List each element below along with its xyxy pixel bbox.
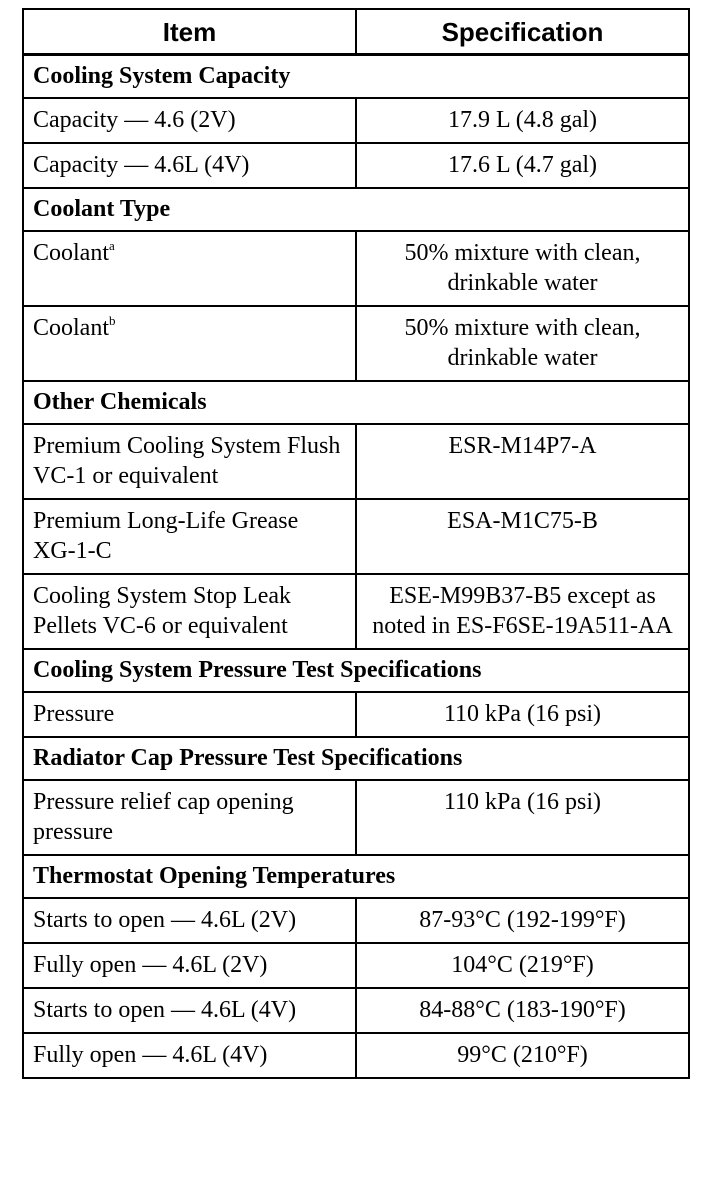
item-cell: [23, 306, 356, 381]
specification-cell: 50% mixture with clean, drinkable water: [356, 306, 689, 381]
section-row: [23, 188, 689, 231]
item-cell: [23, 98, 356, 143]
section-row: [23, 55, 689, 99]
table-row: [23, 499, 689, 574]
table-row: [23, 574, 689, 649]
specification-table: [22, 8, 690, 1079]
specification-cell: ESR-M14P7-A: [356, 424, 689, 499]
header-specification: Specification: [356, 9, 689, 55]
section-row: [23, 855, 689, 898]
item-cell: [23, 988, 356, 1033]
header-item: Item: [23, 9, 356, 55]
specification-cell: 110 kPa (16 psi): [356, 692, 689, 737]
table-row: [23, 692, 689, 737]
item-text: Coolant: [33, 315, 109, 341]
specification-cell: 50% mixture with clean, drinkable water: [356, 231, 689, 306]
item-cell: [23, 424, 356, 499]
table-row: [23, 424, 689, 499]
item-cell: [23, 780, 356, 855]
table-header: [23, 9, 689, 55]
table-row: [23, 98, 689, 143]
table-row: [23, 988, 689, 1033]
section-heading: Cooling System Capacity: [23, 55, 689, 99]
section-row: [23, 381, 689, 424]
table-row: [23, 943, 689, 988]
item-text: Capacity — 4.6 (2V): [33, 107, 236, 133]
table-row: [23, 898, 689, 943]
item-cell: [23, 1033, 356, 1078]
table-row: [23, 231, 689, 306]
footnote-marker: b: [109, 313, 116, 328]
item-cell: [23, 231, 356, 306]
section-heading: Thermostat Opening Temperatures: [23, 855, 689, 898]
specification-cell: 87-93°C (192-199°F): [356, 898, 689, 943]
item-cell: [23, 898, 356, 943]
item-cell: [23, 499, 356, 574]
item-text: Fully open — 4.6L (4V): [33, 1042, 268, 1068]
specification-cell: 17.6 L (4.7 gal): [356, 143, 689, 188]
item-text: Fully open — 4.6L (2V): [33, 952, 268, 978]
item-text: Coolant: [33, 240, 109, 266]
table-row: [23, 143, 689, 188]
item-cell: [23, 143, 356, 188]
item-text: Premium Cooling System Flush VC-1 or equivalent: [33, 433, 341, 489]
item-text: Starts to open — 4.6L (4V): [33, 997, 297, 1023]
item-cell: [23, 692, 356, 737]
specification-cell: 110 kPa (16 psi): [356, 780, 689, 855]
specification-cell: 17.9 L (4.8 gal): [356, 98, 689, 143]
table-row: [23, 1033, 689, 1078]
section-heading: Other Chemicals: [23, 381, 689, 424]
item-text: Cooling System Stop Leak Pellets VC-6 or equivalent: [33, 583, 291, 639]
specification-cell: 84-88°C (183-190°F): [356, 988, 689, 1033]
item-text: Premium Long-Life Grease XG-1-C: [33, 508, 299, 564]
section-row: [23, 649, 689, 692]
footnote-marker: a: [109, 238, 115, 253]
specification-cell: 99°C (210°F): [356, 1033, 689, 1078]
section-row: [23, 737, 689, 780]
item-cell: [23, 574, 356, 649]
section-heading: Radiator Cap Pressure Test Specifications: [23, 737, 689, 780]
item-text: Capacity — 4.6L (4V): [33, 152, 250, 178]
table-body: [23, 55, 689, 1079]
table-row: [23, 306, 689, 381]
item-text: Starts to open — 4.6L (2V): [33, 907, 297, 933]
section-heading: Coolant Type: [23, 188, 689, 231]
specification-cell: ESA-M1C75-B: [356, 499, 689, 574]
item-text: Pressure: [33, 701, 115, 727]
item-cell: [23, 943, 356, 988]
header-row: [23, 9, 689, 55]
table-row: [23, 780, 689, 855]
specification-cell: ESE-M99B37-B5 except as noted in ES-F6SE-19A511-AA: [356, 574, 689, 649]
item-text: Pressure relief cap opening pressure: [33, 789, 294, 845]
specification-cell: 104°C (219°F): [356, 943, 689, 988]
section-heading: Cooling System Pressure Test Specifications: [23, 649, 689, 692]
